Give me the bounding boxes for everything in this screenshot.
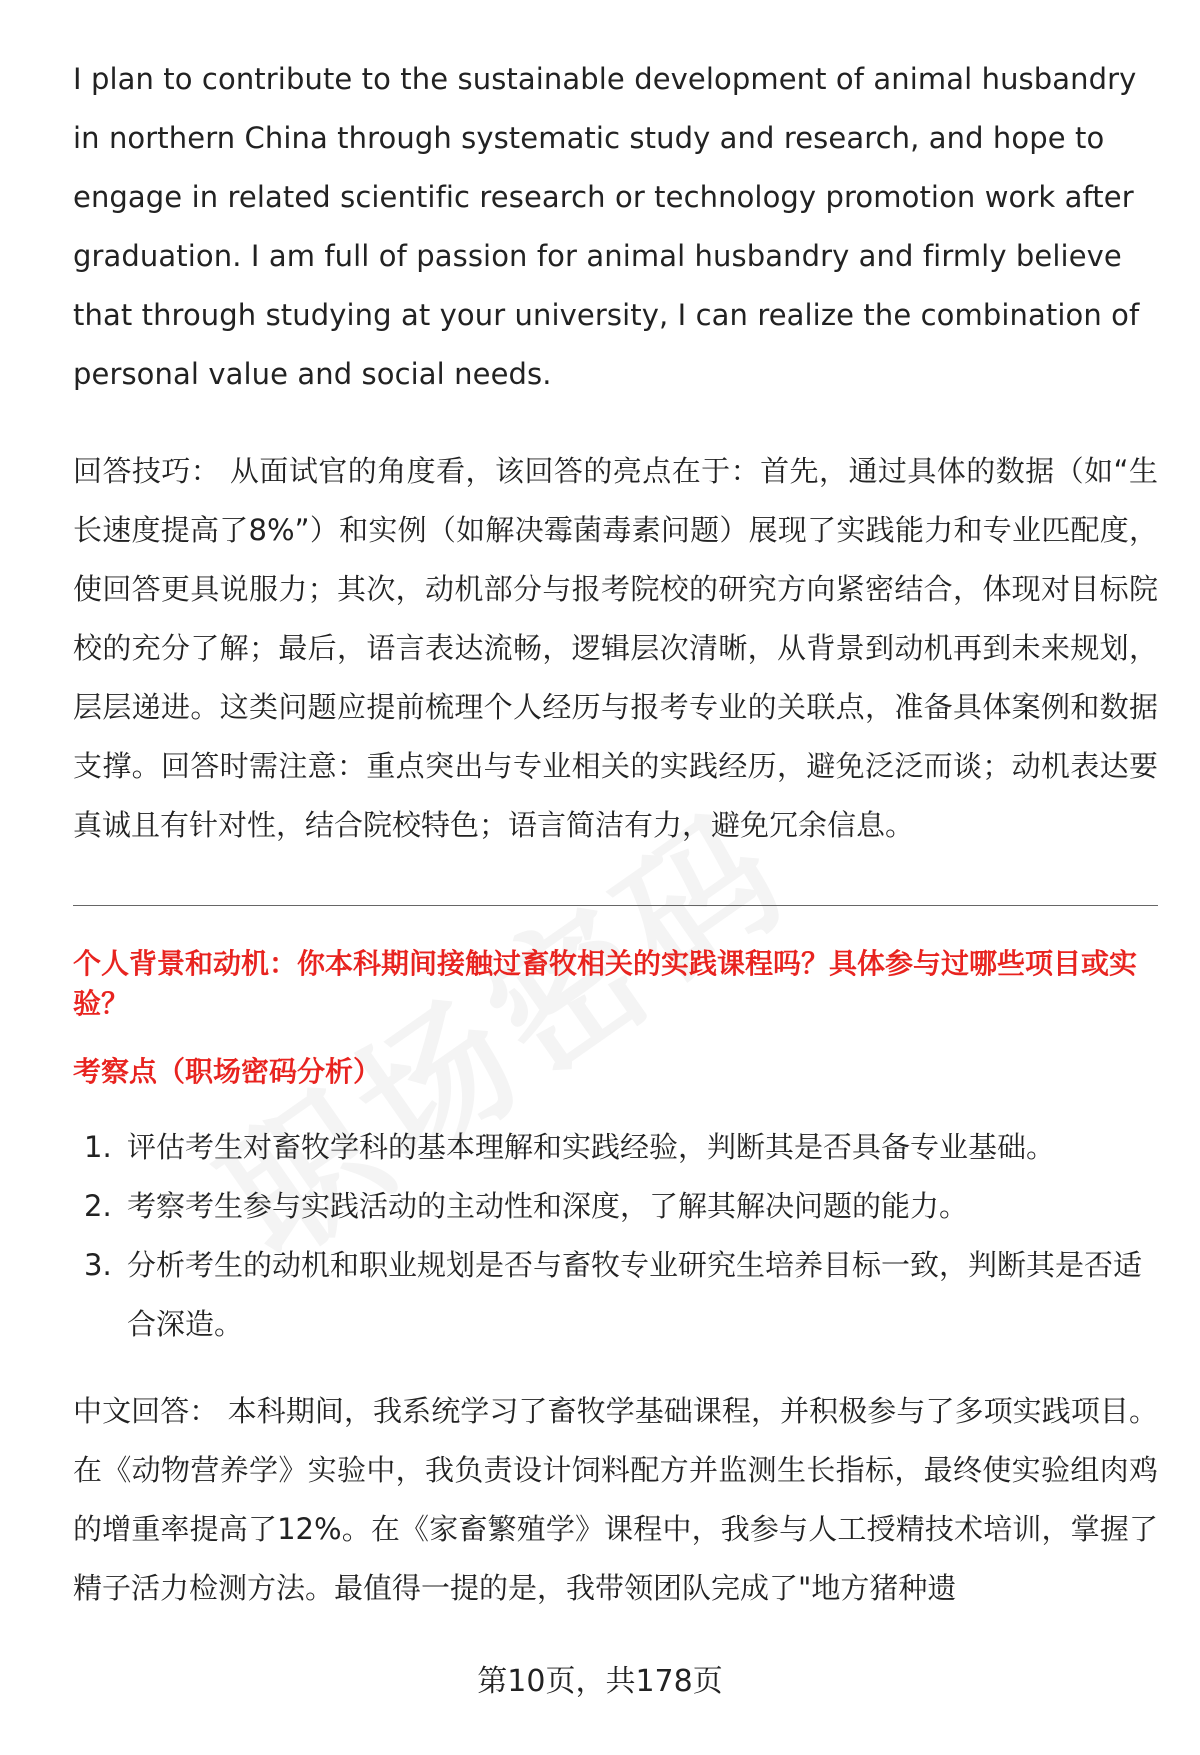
english-answer-paragraph: I plan to contribute to the sustainable development of animal husbandry in northern China through systematic study and research, and hope to engage in related scientific research or technology promotion work after graduation. I am full of passion for animal husbandry and firmly believe that through studying at your university, I can realize the combination of personal value and social needs.: [73, 62, 1140, 391]
list-item-text: 分析考生的动机和职业规划是否与畜牧专业研究生培养目标一致，判断其是否适合深造。: [127, 1248, 1143, 1341]
page-number-footer: 第10页，共178页: [477, 1664, 723, 1699]
list-item-number: 3.: [84, 1248, 112, 1282]
list-item: [73, 1236, 1158, 1354]
assessment-list: [73, 1118, 1158, 1354]
assessment-heading: 考察点（职场密码分析）: [73, 1055, 382, 1088]
page-content: [73, 50, 1158, 1618]
section-divider: [73, 905, 1158, 906]
spacer: [73, 1354, 1158, 1382]
list-item-number: 1.: [84, 1130, 112, 1164]
spacer: [73, 404, 1158, 442]
list-item-text: 考察考生参与实践活动的主动性和深度，了解其解决问题的能力。: [127, 1189, 969, 1223]
chinese-answer-paragraph: 中文回答： 本科期间，我系统学习了畜牧学基础课程，并积极参与了多项实践项目。在《动物营养学》实验中，我负责设计饲料配方并监测生长指标，最终使实验组肉鸡的增重率提高了12%。在《家畜繁殖学》课程中，我参与人工授精技术培训，掌握了精子活力检测方法。最值得一提的是，我带领团队完成了"地方猪种遗: [73, 1394, 1158, 1605]
list-item-text: 评估考生对畜牧学科的基本理解和实践经验，判断其是否具备专业基础。: [127, 1130, 1056, 1164]
list-item: [73, 1177, 1158, 1236]
list-item: [73, 1118, 1158, 1177]
answer-tips-paragraph: 回答技巧： 从面试官的角度看，该回答的亮点在于：首先，通过具体的数据（如“生长速度提高了8%”）和实例（如解决霉菌毒素问题）展现了实践能力和专业匹配度，使回答更具说服力；其次，动机部分与报考院校的研究方向紧密结合，体现对目标院校的充分了解；最后，语言表达流畅，逻辑层次清晰，从背景到动机再到未来规划，层层递进。这类问题应提前梳理个人经历与报考专业的关联点，准备具体案例和数据支撑。回答时需注意：重点突出与专业相关的实践经历，避免泛泛而谈；动机表达要真诚且有针对性，结合院校特色；语言简洁有力，避免冗余信息。: [73, 454, 1158, 842]
list-item-number: 2.: [84, 1189, 112, 1223]
question-heading: 个人背景和动机：你本科期间接触过畜牧相关的实践课程吗？具体参与过哪些项目或实验？: [73, 947, 1138, 1020]
